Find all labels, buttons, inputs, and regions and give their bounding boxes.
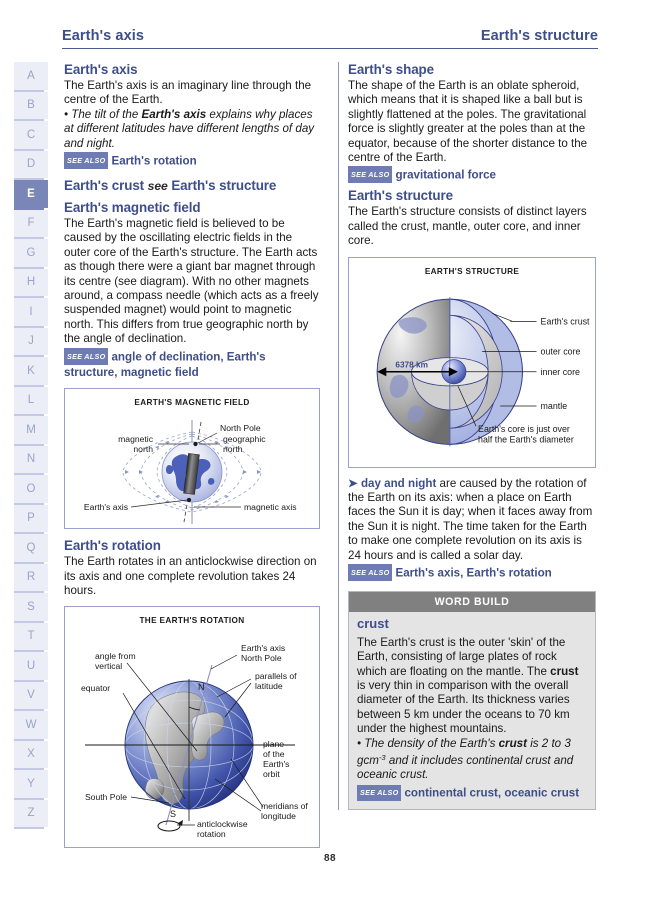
- word-build-example: • The density of the Earth's crust is 2 to 3 gcm$^{-3}$ and it includes continental crust and oceanic crust.: [357, 736, 574, 782]
- alphabet-tab-a[interactable]: A: [14, 62, 48, 92]
- word-build-term: crust: [357, 616, 389, 632]
- entry-body-day-and-night: are caused by the rotation of the Earth on its axis: when a place on Earth faces the Sun it is day; when it faces away from the Sun it is night. The time taken for the Earth to make one complete revolution on its axis is 24 hours and is called a solar day.: [348, 476, 593, 562]
- see-also-links[interactable]: Earth's axis, Earth's rotation: [395, 566, 552, 580]
- entry-body-earths-rotation: The Earth rotates in an anticlockwise direction on its axis and one complete revolution takes 24 hours.: [64, 555, 317, 597]
- label-north-pole: North Pole: [220, 423, 261, 434]
- label-magnetic-north-2: north: [133, 444, 153, 455]
- entry-headword-earths-structure: Earth's structure: [348, 188, 453, 204]
- alphabet-tab-f[interactable]: F: [14, 210, 48, 240]
- arrow-icon: ➤: [348, 476, 358, 490]
- running-head: [62, 22, 598, 49]
- alphabet-tab-k[interactable]: K: [14, 357, 48, 387]
- entry-example-earths-axis: • The tilt of the Earth's axis explains why places at different latitudes have different lengths of day and night.: [64, 107, 315, 150]
- alphabet-tab-b[interactable]: B: [14, 92, 48, 122]
- see-also-badge: SEE ALSO: [348, 564, 392, 581]
- alphabet-tab-v[interactable]: V: [14, 682, 48, 712]
- word-build-body: [349, 612, 595, 809]
- see-also-day-and-night: [348, 564, 596, 581]
- see-also-badge: SEE ALSO: [357, 785, 401, 801]
- running-head-left: Earth's axis: [62, 28, 145, 44]
- alphabet-tab-z[interactable]: Z: [14, 800, 48, 830]
- see-also-links[interactable]: continental crust, oceanic crust: [404, 786, 580, 800]
- label-equator: equator: [81, 682, 111, 693]
- label-magnetic-axis: magnetic axis: [244, 502, 297, 513]
- right-column: [338, 62, 596, 810]
- see-also-badge: SEE ALSO: [64, 348, 108, 365]
- figure-title: EARTH'S STRUCTURE: [424, 266, 520, 276]
- label-earths-axis: Earth's axis: [83, 502, 128, 513]
- label-earths-axis-2: North Pole: [241, 652, 282, 663]
- entry-headword-earths-shape: Earth's shape: [348, 62, 434, 77]
- left-column: [64, 62, 320, 848]
- word-build-definition: The Earth's crust is the outer 'skin' of the Earth, consisting of large plates of rock which are floating on the mantle. The crust is very thin in comparison with the overall diameter of the Earth. Its thickness varies between 5 km under the oceans to 70 km under the highest mountains.: [357, 635, 579, 736]
- magnetic-field-diagram: [65, 410, 319, 528]
- earths-structure-diagram: [349, 279, 595, 467]
- alphabet-tab-x[interactable]: X: [14, 741, 48, 771]
- label-anticlockwise-1: anticlockwise: [197, 818, 248, 829]
- page-number: 88: [323, 853, 337, 864]
- word-build-header: WORD BUILD: [349, 592, 595, 612]
- alphabet-tab-l[interactable]: L: [14, 387, 48, 417]
- entry-body-earths-axis: The Earth's axis is an imaginary line through the centre of the Earth.: [64, 79, 312, 107]
- label-angle-from-2: vertical: [95, 660, 123, 671]
- running-head-right: Earth's structure: [480, 28, 598, 44]
- see-also-badge: SEE ALSO: [64, 152, 108, 169]
- label-radius: 6378 km: [395, 360, 428, 370]
- figure-earths-rotation: [64, 606, 320, 847]
- alphabet-tab-r[interactable]: R: [14, 564, 48, 594]
- word-build-box: [348, 591, 596, 810]
- alphabet-tab-c[interactable]: C: [14, 121, 48, 151]
- label-south-pole: South Pole: [84, 791, 127, 802]
- label-plane-4: orbit: [263, 768, 280, 779]
- alphabet-tab-d[interactable]: D: [14, 151, 48, 181]
- label-angle-from-1: angle from: [95, 650, 136, 661]
- see-also-word-build: [357, 785, 587, 801]
- label-geographic-north-2: north: [223, 444, 243, 455]
- entry-day-and-night: [348, 477, 596, 563]
- alphabet-tab-m[interactable]: M: [14, 416, 48, 446]
- label-magnetic-north-1: magnetic: [118, 434, 153, 445]
- alphabet-tab-g[interactable]: G: [14, 239, 48, 269]
- alphabet-tab-t[interactable]: T: [14, 623, 48, 653]
- label-meridians-1: meridians of: [261, 800, 308, 811]
- alphabet-tab-q[interactable]: Q: [14, 534, 48, 564]
- label-anticlockwise-2: rotation: [197, 828, 226, 839]
- entry-headword-earths-crust: Earth's crust see Earth's structure: [64, 178, 277, 194]
- entry-headword-earths-rotation: Earth's rotation: [64, 538, 161, 554]
- figure-earths-magnetic-field: [64, 388, 320, 529]
- label-pole-s: S: [170, 808, 177, 819]
- label-mantle: mantle: [540, 401, 568, 412]
- alphabet-tab-i[interactable]: I: [14, 298, 48, 328]
- cross-reference-earths-structure: Earth's structure: [171, 178, 277, 194]
- label-outer-core: outer core: [540, 346, 581, 357]
- entry-body-earths-magnetic-field: The Earth's magnetic field is believed to be caused by the oscillating electric fields in the outer core of the Earth's structure. The Earth acts as though there were a giant bar magnet through its centre (see diagram). With no other magnets around, a compass needle (which acts as a freely suspended magnet) would point to magnetic north. This differs from true geographic north by the angle of declination.: [64, 217, 319, 346]
- alphabet-tab-u[interactable]: U: [14, 652, 48, 682]
- alphabet-tab-p[interactable]: P: [14, 505, 48, 535]
- label-geographic-north-1: geographic: [223, 434, 266, 445]
- see-word: see: [147, 179, 168, 194]
- see-also-earths-axis: [64, 152, 320, 169]
- figure-title: EARTH'S MAGNETIC FIELD: [134, 397, 250, 407]
- entry-term-day-and-night: day and night: [360, 476, 437, 490]
- see-also-links[interactable]: gravitational force: [395, 168, 496, 182]
- label-earths-axis-1: Earth's axis: [241, 642, 286, 653]
- alphabet-tab-h[interactable]: H: [14, 269, 48, 299]
- entry-body-earths-shape: The shape of the Earth is an oblate spheroid, which means that it is shaped like a ball but is slightly flattened at the poles. The gravitational force is slightly greater at the poles than at the equator, because of the shorter distance to the centre of the Earth.: [348, 79, 588, 165]
- entry-headword-earths-axis: Earth's axis: [64, 62, 138, 77]
- label-core-note-1: Earth's core is just over: [478, 424, 570, 435]
- label-inner-core: inner core: [540, 366, 580, 377]
- figure-title: THE EARTH'S ROTATION: [139, 616, 245, 626]
- label-plane-2: of the: [263, 748, 285, 759]
- label-plane-3: Earth's: [263, 758, 290, 769]
- entry-headword-earths-magnetic-field: Earth's magnetic field: [64, 200, 201, 216]
- see-also-links[interactable]: angle of declination, Earth's structure, magnetic field: [64, 350, 266, 379]
- see-also-earths-shape: [348, 166, 596, 183]
- alphabet-tab-n[interactable]: N: [14, 446, 48, 476]
- label-core-note-2: half the Earth's diameter: [478, 434, 574, 445]
- label-pole-n: N: [198, 681, 205, 692]
- see-also-badge: SEE ALSO: [348, 166, 392, 183]
- alphabet-tab-w[interactable]: W: [14, 711, 48, 741]
- label-meridians-2: longitude: [261, 810, 296, 821]
- figure-earths-structure: [348, 257, 596, 468]
- alphabet-tab-s[interactable]: S: [14, 593, 48, 623]
- entry-body-earths-structure: The Earth's structure consists of distinct layers called the crust, mantle, outer core, and inner core.: [348, 205, 587, 248]
- see-also-links[interactable]: Earth's rotation: [111, 154, 197, 168]
- alphabet-tab-j[interactable]: J: [14, 328, 48, 358]
- label-earths-crust: Earth's crust: [540, 316, 590, 327]
- label-parallels-2: latitude: [255, 680, 283, 691]
- earths-rotation-diagram: [65, 629, 319, 847]
- alphabet-tab-y[interactable]: Y: [14, 770, 48, 800]
- see-also-earths-magnetic-field: [64, 348, 320, 380]
- alphabet-tab-o[interactable]: O: [14, 475, 48, 505]
- label-plane-1: plane: [263, 738, 285, 749]
- label-parallels-1: parallels of: [255, 670, 297, 681]
- alphabet-index-rail[interactable]: [14, 62, 48, 829]
- alphabet-tab-e[interactable]: E: [14, 180, 48, 210]
